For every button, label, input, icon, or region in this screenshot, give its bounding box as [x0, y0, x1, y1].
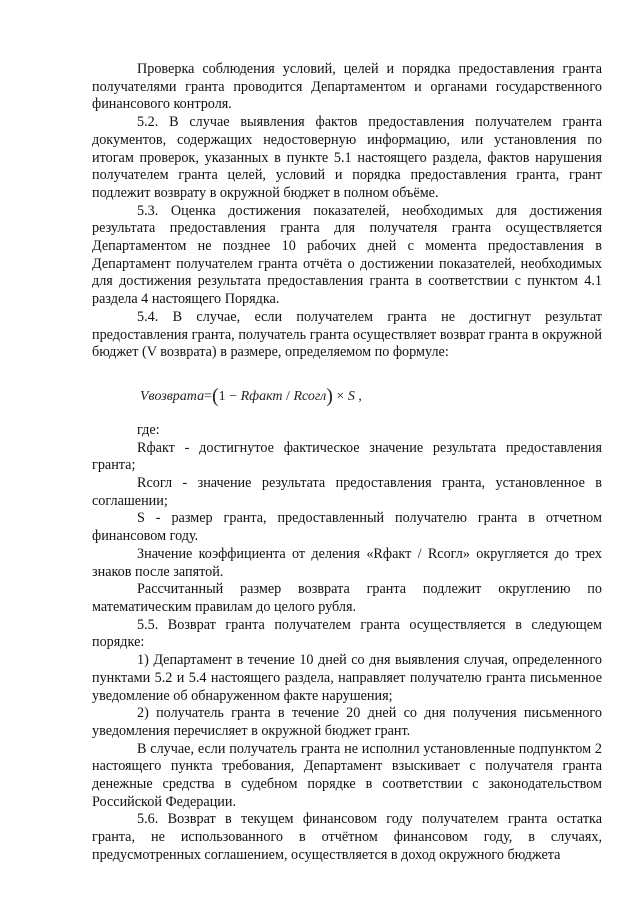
- formula-close-paren: ): [326, 384, 333, 407]
- paragraph-5-2: 5.2. В случае выявления фактов предоставления получателем гранта документов, содержащих недостоверную информацию, или установления по итогам проверок, указанных в пункте 5.1 настоящего раздела, фактов нарушения получателем гранта целей, условий и порядка предоставления гранта, грант подлежит возврату в окружной бюджет в полном объёме.: [92, 114, 602, 201]
- paragraph-5-5-item-1: 1) Департамент в течение 10 дней со дня выявления случая, определенного пунктами 5.2 и 5.4 настоящего раздела, направляет получателю гранта письменное уведомление об обнаруженном факте нарушения;: [92, 652, 602, 704]
- formula-rsogl: Rсогл: [293, 388, 327, 404]
- paragraph-control: Проверка соблюдения условий, целей и порядка предоставления гранта получателями гранта проводится Департаментом и органами государственного финансового контроля.: [92, 61, 602, 113]
- where-label: где:: [137, 421, 160, 438]
- formula-minus: −: [225, 388, 241, 404]
- paragraph-rounding-amount: Рассчитанный размер возврата гранта подлежит округлению по математическим правилам до целого рубля.: [92, 581, 602, 615]
- paragraph-5-3: 5.3. Оценка достижения показателей, необходимых для достижения результата предоставления гранта для получателя гранта осуществляется Департаментом не позднее 10 рабочих дней с момента предоставления в Департамент получателем гранта отчёта о достижении показателей, необходимых для достижения результата предоставления гранта в соответствии с пунктом 4.1 раздела 4 настоящего Порядка.: [92, 202, 602, 308]
- refund-formula: [92, 384, 602, 414]
- definition-rfakt: Rфакт - достигнутое фактическое значение результата предоставления гранта;: [92, 439, 602, 474]
- formula-comma: ,: [354, 388, 362, 404]
- paragraph-5-4: 5.4. В случае, если получателем гранта не достигнут результат предоставления гранта, получатель гранта осуществляет возврат гранта в окружной бюджет (V возврата) в размере, определяемом по формуле:: [92, 308, 602, 361]
- formula-lhs: Vвозврата: [140, 388, 205, 404]
- paragraph-rounding-coefficient: Значение коэффициента от деления «Rфакт / Rсогл» округляется до трех знаков после запятой.: [92, 545, 602, 580]
- definition-s: S - размер гранта, предоставленный получателю гранта в отчетном финансовом году.: [92, 510, 602, 545]
- formula-one: 1: [218, 388, 226, 404]
- formula-times: ×: [332, 388, 348, 404]
- paragraph-5-5: 5.5. Возврат гранта получателем гранта осуществляется в следующем порядке:: [92, 616, 602, 651]
- formula-slash: /: [282, 388, 294, 404]
- definition-rsogl: Rсогл - значение результата предоставления гранта, установленное в соглашении;: [92, 475, 602, 509]
- document-page: [92, 61, 602, 865]
- paragraph-5-5-item-2: 2) получатель гранта в течение 20 дней со дня получения письменного уведомления перечисляет в окружной бюджет грант.: [92, 705, 602, 739]
- formula-s: S: [347, 388, 355, 404]
- paragraph-enforcement: В случае, если получатель гранта не исполнил установленные подпунктом 2 настоящего пункта требования, Департамент взыскивает с получателя гранта денежные средства в судебном порядке в соответствии с законодательством Российской Федерации.: [92, 740, 602, 810]
- formula-open-paren: (: [212, 384, 219, 407]
- formula-equals: =: [204, 388, 212, 404]
- formula-rfakt: Rфакт: [240, 388, 283, 404]
- paragraph-5-6: 5.6. Возврат в текущем финансовом году получателем гранта остатка гранта, не использованного в отчётном финансовом году, в случаях, предусмотренных соглашением, осуществляется в доход окружного бюджета: [92, 811, 602, 863]
